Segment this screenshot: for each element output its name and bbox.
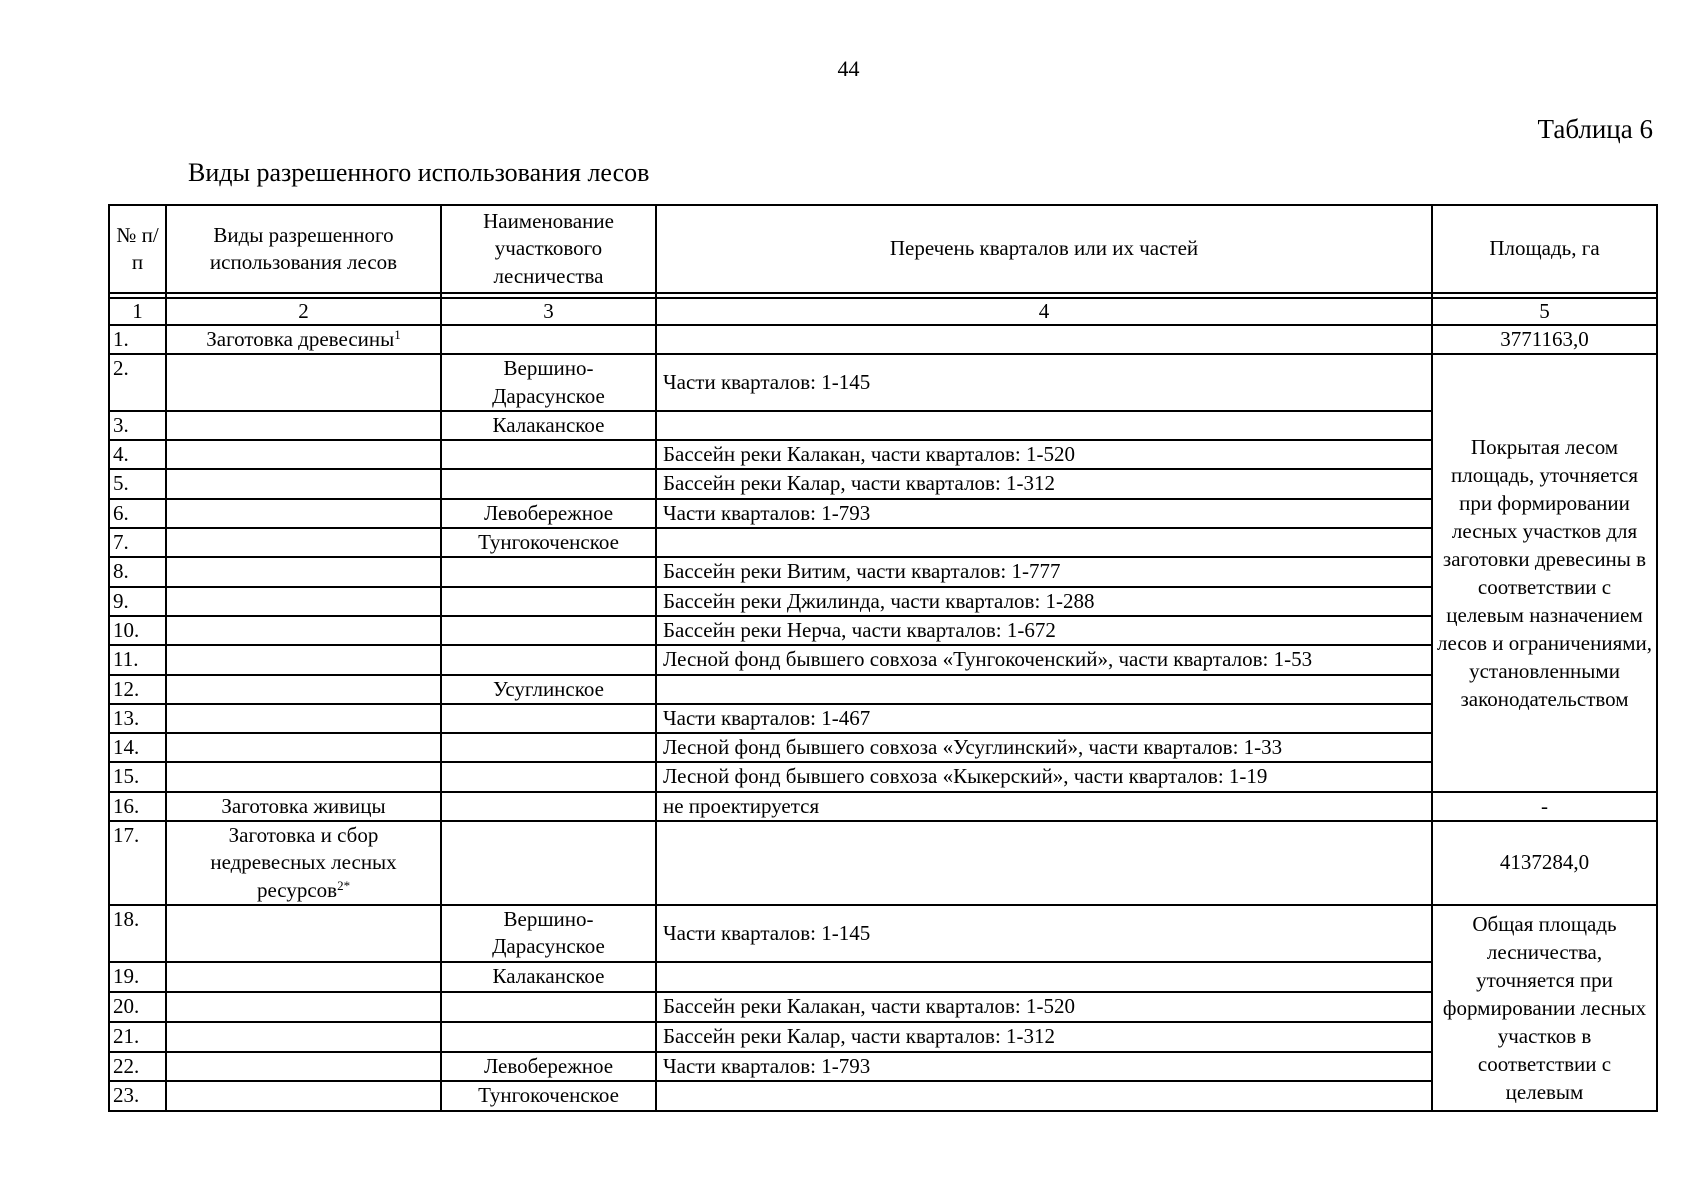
forestry-cell: Левобережное [441,499,656,528]
use-type-cell [166,905,441,962]
quarters-cell: Бассейн реки Калар, части кварталов: 1-312 [656,469,1432,498]
document-title: Виды разрешенного использования лесов [188,158,650,187]
table-row [109,675,1657,704]
table-row [109,499,1657,528]
page-number: 44 [837,56,860,81]
row-number: 18. [109,905,166,962]
use-type-cell [166,325,441,354]
table-row [109,528,1657,557]
quarters-cell: Бассейн реки Калар, части кварталов: 1-312 [656,1022,1432,1052]
table-row [109,1081,1657,1111]
use-type-text: Заготовка древесины [206,327,395,351]
quarters-cell [656,325,1432,354]
footnote-marker: 2* [337,877,351,893]
forestry-cell: Калаканское [441,962,656,992]
column-number: 1 [109,298,166,325]
row-number: 9. [109,587,166,616]
forestry-cell: Левобережное [441,1052,656,1082]
quarters-cell [656,675,1432,704]
quarters-cell: Бассейн реки Джилинда, части кварталов: 1-288 [656,587,1432,616]
row-number: 11. [109,645,166,674]
use-type-cell [166,1052,441,1082]
quarters-cell: Части кварталов: 1-145 [656,354,1432,411]
use-type-cell [166,992,441,1022]
forestry-cell: Калаканское [441,411,656,440]
quarters-cell: Лесной фонд бывшего совхоза «Тунгокоченский», части кварталов: 1-53 [656,645,1432,674]
area-cell: - [1432,792,1657,821]
table-row [109,1022,1657,1052]
forestry-cell: Вершино-Дарасунское [441,905,656,962]
row-number: 6. [109,499,166,528]
quarters-cell: Бассейн реки Витим, части кварталов: 1-777 [656,557,1432,586]
table-row [109,704,1657,733]
quarters-cell: Бассейн реки Калакан, части кварталов: 1-520 [656,992,1432,1022]
table-row [109,354,1657,411]
quarters-cell [656,411,1432,440]
row-number: 19. [109,962,166,992]
table-row [109,992,1657,1022]
table-row [109,616,1657,645]
header-cell: Наименование участкового лесничества [441,205,656,293]
forestry-cell [441,704,656,733]
forest-use-table [108,204,1658,1112]
table-row [109,962,1657,992]
header-cell: Виды разрешенного использования лесов [166,205,441,293]
header-cell: № п/п [109,205,166,293]
forestry-cell [441,587,656,616]
quarters-cell [656,528,1432,557]
use-type-cell [166,762,441,791]
table-row [109,792,1657,821]
row-number: 1. [109,325,166,354]
quarters-cell: Части кварталов: 1-467 [656,704,1432,733]
row-number: 20. [109,992,166,1022]
row-number: 7. [109,528,166,557]
use-type-cell [166,821,441,905]
forestry-cell [441,616,656,645]
use-type-cell [166,616,441,645]
column-number: 2 [166,298,441,325]
row-number: 5. [109,469,166,498]
row-number: 2. [109,354,166,411]
row-number: 4. [109,440,166,469]
use-type-cell [166,587,441,616]
row-number: 14. [109,733,166,762]
table-row [109,733,1657,762]
column-number-row [109,298,1657,325]
row-number: 12. [109,675,166,704]
forestry-cell [441,992,656,1022]
quarters-cell: Бассейн реки Калакан, части кварталов: 1-520 [656,440,1432,469]
quarters-cell: Лесной фонд бывшего совхоза «Кыкерский», части кварталов: 1-19 [656,762,1432,791]
quarters-cell: не проектируется [656,792,1432,821]
row-number: 15. [109,762,166,791]
footnote-marker: 1 [394,327,401,342]
area-note-timber: Покрытая лесом площадь, уточняется при формировании лесных участков для заготовки древесины в соответствии с целевым назначением лесов и ограничениями, установленными законодательством [1432,354,1657,791]
use-type-cell [166,411,441,440]
header-cell: Перечень кварталов или их частей [656,205,1432,293]
table-row [109,905,1657,962]
forestry-cell [441,792,656,821]
use-type-cell [166,440,441,469]
forestry-cell [441,325,656,354]
column-number: 4 [656,298,1432,325]
table-row [109,645,1657,674]
use-type-cell [166,1081,441,1111]
column-number: 3 [441,298,656,325]
table-row [109,557,1657,586]
row-number: 21. [109,1022,166,1052]
use-type-cell [166,645,441,674]
table-row [109,440,1657,469]
use-type-cell [166,528,441,557]
forestry-cell: Вершино-Дарасунское [441,354,656,411]
area-cell: 3771163,0 [1432,325,1657,354]
quarters-cell: Части кварталов: 1-145 [656,905,1432,962]
row-number: 3. [109,411,166,440]
quarters-cell: Части кварталов: 1-793 [656,1052,1432,1082]
forestry-cell: Тунгокоченское [441,1081,656,1111]
forestry-cell: Усуглинское [441,675,656,704]
forestry-cell [441,762,656,791]
quarters-cell: Бассейн реки Нерча, части кварталов: 1-672 [656,616,1432,645]
use-type-text: Заготовка и сбор недревесных лесных ресурсов [210,823,397,902]
row-number: 23. [109,1081,166,1111]
forestry-cell [441,733,656,762]
table-row [109,469,1657,498]
quarters-cell: Части кварталов: 1-793 [656,499,1432,528]
table-row [109,587,1657,616]
table-row [109,325,1657,354]
quarters-cell [656,1081,1432,1111]
use-type-cell [166,1022,441,1052]
use-type-cell [166,962,441,992]
quarters-cell [656,962,1432,992]
header-cell: Площадь, га [1432,205,1657,293]
table-row [109,1052,1657,1082]
forestry-cell [441,440,656,469]
use-type-cell [166,499,441,528]
use-type-cell [166,557,441,586]
use-type-cell: Заготовка живицы [166,792,441,821]
area-cell: 4137284,0 [1432,821,1657,905]
use-type-cell [166,704,441,733]
row-number: 10. [109,616,166,645]
table-row [109,762,1657,791]
table-row [109,821,1657,905]
forestry-cell [441,557,656,586]
row-number: 13. [109,704,166,733]
forestry-cell [441,469,656,498]
quarters-cell [656,821,1432,905]
forestry-cell [441,821,656,905]
use-type-cell [166,469,441,498]
use-type-cell [166,733,441,762]
column-number: 5 [1432,298,1657,325]
forestry-cell: Тунгокоченское [441,528,656,557]
use-type-cell [166,675,441,704]
forestry-cell [441,1022,656,1052]
row-number: 17. [109,821,166,905]
use-type-cell [166,354,441,411]
table-row [109,411,1657,440]
quarters-cell: Лесной фонд бывшего совхоза «Усуглинский», части кварталов: 1-33 [656,733,1432,762]
row-number: 8. [109,557,166,586]
table-header-row [109,205,1657,293]
area-note-non-timber: Общая площадь лесничества, уточняется при формировании лесных участков в соответствии с целевым [1432,905,1657,1111]
row-number: 22. [109,1052,166,1082]
row-number: 16. [109,792,166,821]
forestry-cell [441,645,656,674]
table-label: Таблица 6 [1537,114,1653,144]
